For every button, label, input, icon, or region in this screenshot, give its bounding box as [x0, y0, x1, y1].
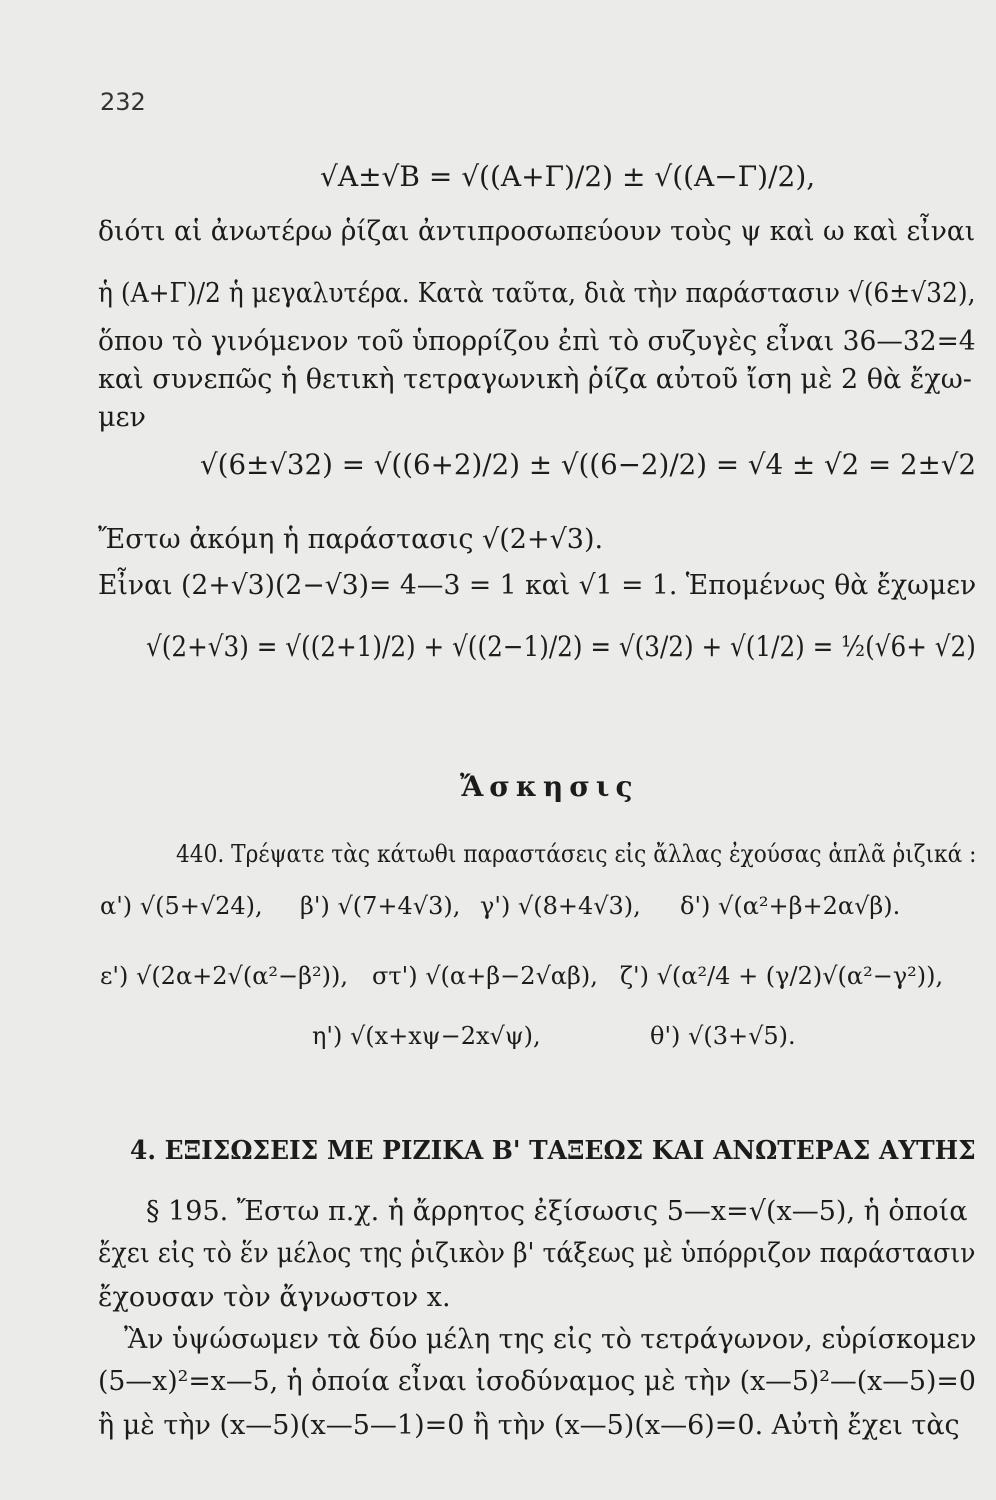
formula-identity: √A±√B = √((A+Γ)/2) ± √((A−Γ)/2), — [320, 160, 816, 193]
formula-example-2: √(2+√3) = √((2+1)/2) + √((2−1)/2) = √(3/2) + √(1/2) = ½(√6+ √2) — [146, 630, 976, 663]
para-1-line-3: ὅπου τὸ γινόμενον τοῦ ὑπορρίζου ἐπὶ τὸ συζυγὲς εἶναι 36—32=4 — [98, 326, 976, 357]
exercise-z: ζ') √(α²/4 + (γ/2)√(α²−γ²)), — [620, 962, 944, 990]
para-3-line-6: ἢ μὲ τὴν (x—5)(x—5—1)=0 ἢ τὴν (x—5)(x—6)=0. Αὐτὴ ἔχει τὰς — [98, 1410, 960, 1441]
para-3-line-2: ἔχει εἰς τὸ ἕν μέλος της ῥιζικὸν β' τάξεως μὲ ὑπόρριζον παράστασιν — [98, 1238, 976, 1269]
para-1-line-1: διότι αἱ ἀνωτέρω ῥίζαι ἀντιπροσωπεύουν τοὺς ψ καὶ ω καὶ εἶναι — [98, 216, 976, 247]
para-1-line-5: μεν — [98, 402, 146, 433]
para-1-line-4: καὶ συνεπῶς ἡ θετικὴ τετραγωνικὴ ῥίζα αὐτοῦ ἴση μὲ 2 θὰ ἔχω- — [98, 364, 972, 395]
exercise-b: β') √(7+4√3), — [300, 892, 461, 920]
exercise-e: ε') √(2α+2√(α²−β²)), — [100, 962, 348, 990]
page-number: 232 — [100, 88, 146, 116]
exercise-intro: 440. Τρέψατε τὰς κάτωθι παραστάσεις εἰς ἄλλας ἐχούσας ἁπλᾶ ῥιζικά : — [176, 840, 977, 868]
exercise-c: γ') √(8+4√3), — [480, 892, 641, 920]
exercise-th: θ') √(3+√5). — [650, 1022, 796, 1050]
para-3-line-4: Ἂν ὑψώσωμεν τὰ δύο μέλη της εἰς τὸ τετράγωνον, εὑρίσκομεν — [124, 1324, 977, 1355]
exercise-heading: Ἄσκησις — [460, 770, 639, 803]
para-2-line-1: Ἔστω ἀκόμη ἡ παράστασις √(2+√3). — [98, 524, 604, 555]
section-title: 4. ΕΞΙΣΩΣΕΙΣ ΜΕ ΡΙΖΙΚΑ Β' ΤΑΞΕΩΣ ΚΑΙ ΑΝΩΤΕΡΑΣ ΑΥΤΗΣ — [130, 1136, 976, 1166]
para-1-line-2: ἡ (A+Γ)/2 ἡ μεγαλυτέρα. Κατὰ ταῦτα, διὰ τὴν παράστασιν √(6±√32), — [98, 278, 976, 309]
para-3-line-3: ἔχουσαν τὸν ἄγνωστον x. — [98, 1282, 451, 1313]
exercise-i: η') √(x+xψ−2x√ψ), — [312, 1022, 541, 1050]
exercise-d: δ') √(α²+β+2α√β). — [680, 892, 901, 920]
para-3-line-1: § 195. Ἔστω π.χ. ἡ ἄρρητος ἐξίσωσις 5—x=√(x—5), ἡ ὁποία — [146, 1196, 968, 1227]
exercise-a: α') √(5+√24), — [100, 892, 263, 920]
exercise-st: στ') √(α+β−2√αβ), — [372, 962, 598, 990]
para-3-line-5: (5—x)²=x—5, ἡ ὁποία εἶναι ἰσοδύναμος μὲ τὴν (x—5)²—(x—5)=0 — [98, 1366, 976, 1397]
formula-example-1: √(6±√32) = √((6+2)/2) ± √((6−2)/2) = √4 ± √2 = 2±√2 — [200, 448, 977, 481]
para-2-line-2: Εἶναι (2+√3)(2−√3)= 4—3 = 1 καὶ √1 = 1. Ἑπομένως θὰ ἔχωμεν — [98, 570, 977, 601]
